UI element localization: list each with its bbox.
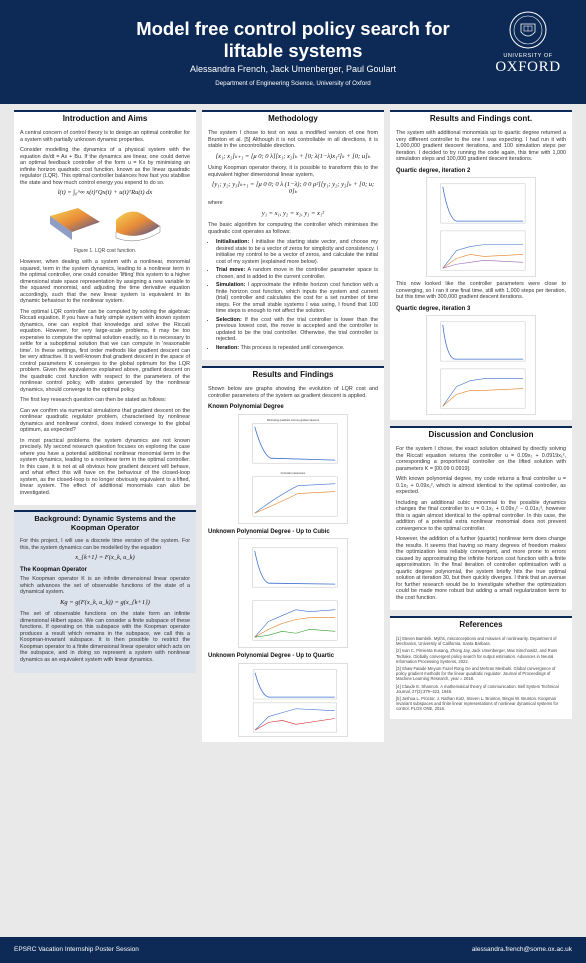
reference-item: [1] Steven Bambrik. Myths, misconceptions and misuses of nonlinearity. Department of Mechanics, University of California, Santa Barbara. [396,636,557,647]
research-question: Can we confirm via numerical simulations that gradient descent on the nonlinear quadratic regulator problem, characterised by nonlinear dynamics and nonlinear control, does indeed converge to the global optimum, as expected? [20,407,190,433]
column-right [390,110,572,719]
quartic-iter3-plots [426,315,536,415]
background-section [14,534,196,673]
methodology-paragraph: The basic algorithm for computing the controller which minimises the quadratic cost operates as follows: [208,222,378,235]
results-cont-section [390,126,572,420]
lqr-surface-plots [20,202,190,246]
poster-affiliation: Department of Engineering Science, University of Oxford [215,80,371,87]
discussion-section [390,442,572,610]
cubic-degree-plots [238,538,348,648]
results-cont-heading: Results and Findings cont. [390,110,572,126]
poster-authors: Alessandra French, Jack Umenberger, Paul Goulart [189,64,397,74]
intro-paragraph: Consider modelling the dynamics of a physical system with the equation dx/dt = Ax + Bu. If the dynamics are linear, one could derive an optimal feedback controller of the form u = Kx by minimising an infinite horizon quadratic cost function, known as the linear quadratic regulator (LQR). This optimal controller balances how fast you stabilise the state and how much control energy you expend to do so. [20,147,190,186]
koopman-equation: Kg = g(F(x_k, u_k)) = g(x_{k+1}) [60,598,150,606]
algorithm-step: • Trial move: A random move in the controller parameter space is chosen, and is added to the current controller. [216,267,378,280]
intro-paragraph: The optimal LQR controller can be computed by solving the algebraic Riccati equation. If you have a fairly simple system with known system dynamics, one can exploit that knowledge and solve the Riccati equation. However, for very large-scale problems, it may be too expensive to compute the optimal solution exactly, so it is necessary to settle for a suboptimal solution that we can compute in 'reasonable time'. In these settings, first order methods like gradient descent can be very attractive. It is well-known that gradient descent in the space of control parameters K converges to the global optimum for the LQR problem. Given the equivalence explained above, gradient descent on the quadratic cost function with respect to the parameters of the nonlinear control policy, with states generated by the nonlinear dynamics, should converge to the optimal policy. [20,308,190,393]
algorithm-step: • Initialisation: I initialise the starting state vector, and choose my desired state to be a vector of zeros for simplicity and consistency. I initialise my control to be a vector of zeros, and calculate the initial cost of my system (explained more below). [216,239,378,265]
koopman-subheading: The Koopman Operator [20,566,88,573]
poster-title: Model free control policy search for liftable systems [136,18,450,61]
results-subheading-iter2: Quartic degree, iteration 2 [396,167,471,174]
algorithm-step: • Simulation: I approximate the infinite horizon cost function with a finite horizon cost function, which inputs the system and current (trial) controller and calculates the cost for a set number of time steps. For the small stable systems I was using, I found that 100 time steps is enough to not affect the solution. [216,282,378,315]
logo-oxford: OXFORD [495,59,561,75]
discussion-paragraph: Including an additional cubic monomial to the possible dynamics changes the final controller to u = 0.1x₂ + 0.09x₁² − 0.01x₁³, however this is again almost identical to the optimal controller. In this case, the addition of a potential extra nonlinear monomial does not prevent convergence to the optimal controller. [396,499,566,532]
results-paragraph: Shown below are graphs showing the evolution of LQR cost and controller parameters of the system as gradient descent is applied. [208,386,378,399]
background-paragraph: The set of observable functions on the state form an infinite dimensional Hilbert space. We can consider a finite subspace of these functions. If operating on this subspace with the Koopman operator produces a result which remains in the subspace, we call this a Koopman-invariant subspace. It is then possible to restrict the Koopman operator to a finite dimensional linear operator which acts on the subspace, and in doing so represent a system with nonlinear dynamics as an equivalent system with linear dynamics. [20,611,190,663]
oxford-logo [480,10,576,75]
references-heading: References [390,616,572,632]
methodology-section [202,126,384,360]
results-subheading-known: Known Polynomial Degree [208,404,284,410]
background-paragraph: The Koopman operator K is an infinite dimensional linear operator which advances the set of observable functions of the state of a dynamical system. [20,576,190,595]
discussion-paragraph: However, the addition of a further (quartic) nonlinear term does change the results. It seems that having so many degrees of freedom makes the optimization less reliably convergent, and more prone to errors caused by approximating the infinite horizon cost function with a finite approximation. In the final iteration of controller optimisation with a quartic degree polynomial, the system briefly hits the true optimal solution at iteration 30, but then quickly diverges. I think that an avenue for further research would be to investigate whether the optimization could be made more robust but adding a small regularization term to the cost function. [396,536,566,601]
intro-paragraph: A central concern of control theory is to design an optimal controller for a system with partially unknown dynamic properties. [20,130,190,143]
results-subheading-quartic: Unknown Polynomial Degree - Up to Quartic [208,653,335,659]
results-subheading-cubic: Unknown Polynomial Degree - Up to Cubic [208,528,330,535]
intro-paragraph: However, when dealing with a system with a nonlinear, monomial squared, term in the system dynamics, leading to a nonlinear term in the optimal controller, one could consider 'lifting' this system to a higher dimensional state space representation by assigning a new variable to the squared monomial, and adjusting the time derivative equation accordingly, such that the new linear system is equivalent in its dynamic behaviour to the nonlinear system. [20,259,190,304]
poster-footer [0,937,586,963]
methodology-heading: Methodology [202,110,384,126]
plot-title: Controller parameters [280,471,306,475]
intro-paragraph: The first key research question can then be stated as follows: [20,397,167,403]
where-label: where [208,200,223,206]
results-paragraph: This now looked like the controller parameters were close to converging, so I ran it one final time, still with 1,000 steps per iteration, but this time with 300,000 gradient descent iterations. [396,281,566,300]
intro-section [14,126,196,505]
quartic-iter2-plots [426,177,536,277]
intro-paragraph: In most practical problems the system dynamics are not known precisely. My second research question focuses on exploring the case where you have a potential additional nonlinear monomial term in the system dynamics, leading to a nonlinear term in the optimal controller. In this case, it is not at all obvious how gradient descent will behave, and what effect this will have on the behaviour of the closed-loop system, as the closed-loop is no longer obviously equivalent to a lifted, linear system. The effect of additional monomials can also be investigated. [20,437,190,496]
discussion-paragraph: With known polynomial degree, my code returns a final controller u = 0.1x₂ + 0.09x₁², which is almost identical to the optimal controller, as expected. [396,476,566,495]
reference-item: [3] Shaw Fatade Meyum Fazel Rong Ge and Mehran Mesbahi. Global convergence of policy gradient methods for the linear quadratic regulator. Journal of Proceedings of Machine Learning Research, year = 2018. [396,666,556,682]
discrete-dynamics-equation: x_{k+1} = F(x_k, u_k) [75,554,135,561]
results-section [202,382,384,742]
algorithm-steps [216,239,378,351]
lifted-system-equation: [y₁; y₂; y₃]ₖ₊₁ = [μ 0 0; 0 λ (1−λ); 0 0 μ²][y₁; y₂; y₃]ₖ + [0; u; 0]ₖ [211,181,375,195]
reference-item: [4] Claude E. Shannon. A mathematical theory of communication. Bell System Technical Journal, 27(3):379–423, 1948. [396,683,559,694]
algorithm-step: • Selection: If the cost with the trial controller is lower than the previous lowest cost, the move is accepted and the controller is updated to be the trial controller. Otherwise, the trial controller is rejected. [216,317,378,343]
algorithm-step: • Iteration: This process is repeated until convergence. [216,345,378,352]
lifted-variables-equation: y₁ = x₁, y₂ = x₂, y₃ = x₁² [261,209,325,217]
background-heading: Background: Dynamic Systems and the Koopman Operator [14,510,196,534]
column-middle [202,110,384,742]
system-equation: [x₁; x₂]ₖ₊₁ = [μ 0; 0 λ][x₁; x₂]ₖ + [0; λ(1−λ)x₁²]ₖ + [0; u]ₖ [215,152,371,160]
footer-session: EPSRC Vacation Internship Poster Session [14,946,139,953]
background-paragraph: For this project, I will use a discrete time version of the system. For this, the system dynamics can be modelled by the equation [20,538,190,551]
intro-heading: Introduction and Aims [14,110,196,126]
methodology-paragraph: Using Koopman operator theory, it is possible to transform this to the equivalent higher dimensional linear system, [208,165,378,178]
column-left [14,110,196,673]
plot-title: Minimising quadratic cost via gradient descent [266,418,320,422]
results-paragraph: The system with additional monomials up to quartic degree returned a very different controller to the one I was expecting. I had run it with 1,000,000 gradient descent iterations, and 100 simulation steps per iteration. I decided to try running the code again, this time with 1,000 simulation steps and 100,000 gradient descent iterations. [396,130,566,162]
reference-item: [5] Joshua L. Proctor, J. Nathan Kutz, Steven L. Brunton, Bingni W. Brunton. Koopman invariant subspaces and finite linear representations of nonlinear dynamical systems for control. PLOS ONE, 2016. [396,696,559,712]
methodology-paragraph: The system I chose to test on was a modified version of one from Brunton et al. [5] Although it is not controllable in all directions, it is stable in the uncontrollable direction. [208,130,378,149]
discussion-paragraph: For the system I chose, the exact solution obtained by directly solving the Riccati equation returns the controller u = 0.09x₂ + 0.0919x₁², corresponding a proportional controller on the lifted solution with parameters K = [00.09 0.0919]. [396,446,566,472]
results-heading: Results and Findings [202,366,384,382]
reference-list [396,636,566,712]
figure-caption: Figure 1. LQR cost function. [73,247,137,254]
known-degree-plots [238,414,348,524]
logo-university-of: UNIVERSITY OF [503,53,553,59]
lqr-cost-equation: l(t) = ∫₀^∞ x(t)ᵀQx(t) + u(t)ᵀRu(t) dx [57,189,153,196]
results-subheading-iter3: Quartic degree, iteration 3 [396,305,471,312]
reference-item: [2] Ivan C. Pimienta Kusang, Zhong Jay, Jack Umenberger, Max Simchowitz, and Russ Tedrake. Globally convergent policy search for output estimation. Advances in Neural Information Processing Systems, 2022. [396,648,558,664]
discussion-heading: Discussion and Conclusion [390,426,572,442]
quartic-degree-plots [238,663,348,737]
references-section [390,632,572,719]
footer-email: alessandra.french@some.ox.ac.uk [471,946,572,953]
poster-header [0,0,586,104]
oxford-crest-icon [508,10,548,50]
